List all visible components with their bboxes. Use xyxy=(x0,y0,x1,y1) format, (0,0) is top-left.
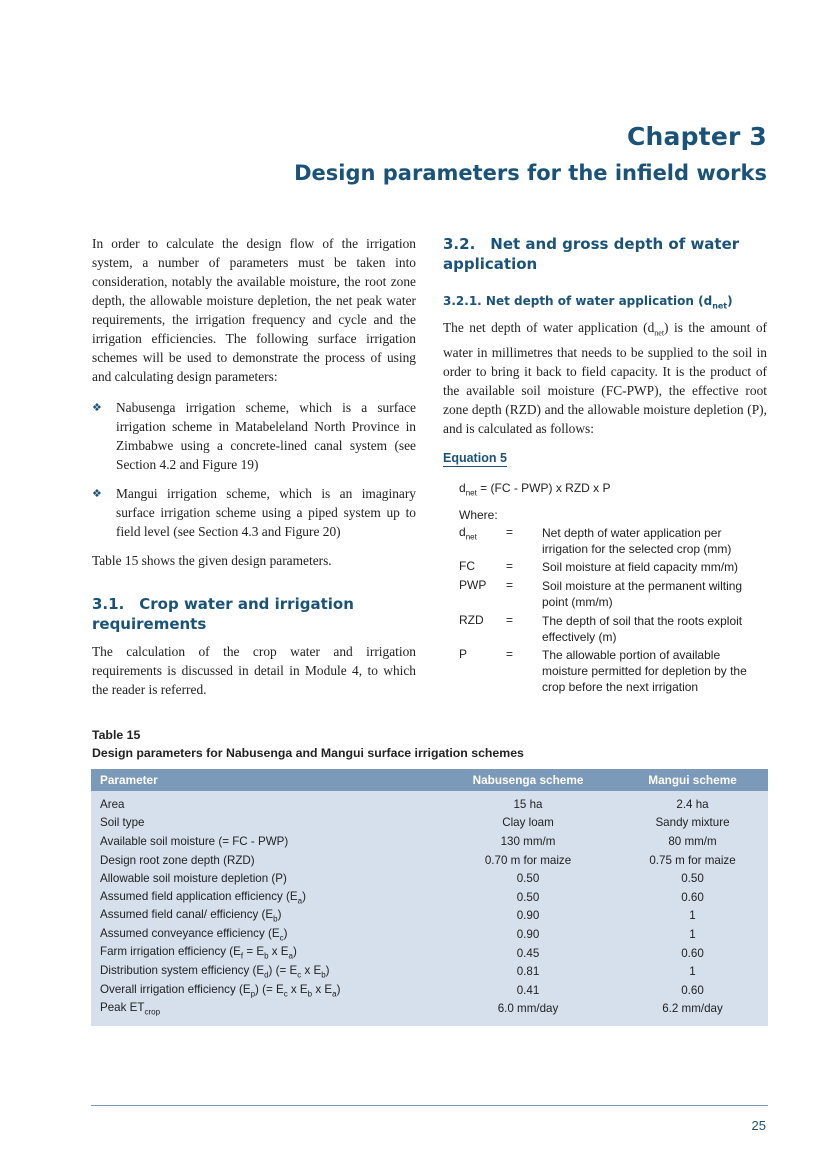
table-row xyxy=(91,925,768,944)
equation-label: Equation 5 xyxy=(443,451,507,466)
nabusenga-cell: 0.50 xyxy=(516,890,540,904)
intro-paragraph: In order to calculate the design flow of the irrigation system, a number of parameters must be taken into consideration, notably the available moisture, the root zone depth, the allowable moisture depletion, the net peak water requirements, the irrigation frequency and cycle and the irrigation efficiencies. The following surface irrigation schemes will be used to demonstrate the process of using and calculating design parameters: xyxy=(92,236,416,384)
net-depth-paragraph: The net depth of water application $(d_{net})$ is the amount of water in millimetres that needs to be supplied to the soil in order to bring it back to field capacity. It is the product of the available soil moisture (FC-PWP), the effective root zone depth (RZD) and the allowable moisture depletion (P), and is calculated as follows: xyxy=(443,320,767,437)
parameter-cell: Distribution system efficiency $(E_d)$ (= $E_c$ x $E_b$) xyxy=(100,963,330,980)
parameter-cell: Design root zone depth (RZD) xyxy=(100,853,255,867)
parameter-cell: Available soil moisture (= FC - PWP) xyxy=(100,834,289,848)
scheme-list xyxy=(92,398,416,541)
table-row xyxy=(91,791,768,814)
table-row xyxy=(91,851,768,870)
section-3-1-heading: 3.1. Crop water and irrigation requirements xyxy=(92,595,354,633)
mangui-cell: 6.2 mm/day xyxy=(662,1002,723,1016)
nabusenga-cell: 0.50 xyxy=(516,872,540,886)
diamond-bullet-icon: ❖ xyxy=(92,401,102,414)
diamond-bullet-icon: ❖ xyxy=(92,487,102,500)
right-column xyxy=(443,234,767,467)
mangui-cell: 0.60 xyxy=(681,890,704,904)
mangui-cell: 1 xyxy=(689,909,696,923)
table-row xyxy=(91,814,768,833)
parameter-cell: Overall irrigation efficiency $(E_p)$ (= $E_c$ x $E_b$ x $E_a$) xyxy=(100,982,341,998)
mangui-cell: 1 xyxy=(689,927,696,941)
nabusenga-cell: 0.70 m for maize xyxy=(484,853,572,867)
table-header-row xyxy=(91,769,768,791)
table-row xyxy=(91,981,768,1000)
section-3-2-heading: 3.2. Net and gross depth of water application xyxy=(443,235,740,273)
column-header: Nabusenga scheme xyxy=(472,773,584,787)
nabusenga-cell: Clay loam xyxy=(502,816,554,830)
mangui-cell: 0.60 xyxy=(681,946,704,960)
table-row xyxy=(91,832,768,851)
table-row xyxy=(91,907,768,926)
table-row xyxy=(91,944,768,963)
mangui-cell: 2.4 ha xyxy=(676,797,709,811)
equation: $d_{net} = (FC - PWP)$ x RZD x P xyxy=(459,481,611,498)
mangui-cell: 0.50 xyxy=(681,872,704,886)
table-label: Table 15 xyxy=(92,728,141,742)
nabusenga-cell: 0.81 xyxy=(516,965,540,979)
table-row xyxy=(91,888,768,907)
parameter-cell: Allowable soil moisture depletion (P) xyxy=(100,872,287,886)
nabusenga-cell: 0.90 xyxy=(516,909,540,923)
chapter-number: Chapter 3 xyxy=(626,122,767,151)
parameter-cell: Soil type xyxy=(100,816,145,830)
list-item: ❖ Nabusenga irrigation scheme, which is a surface irrigation scheme in Matabeleland North Province in Zimbabwe using a concrete-lined canal system (see Section 4.2 and Figure 19) xyxy=(92,400,416,472)
nabusenga-cell: 6.0 mm/day xyxy=(497,1002,559,1016)
nabusenga-cell: 0.41 xyxy=(516,983,540,997)
nabusenga-cell: 0.90 xyxy=(516,927,540,941)
list-item: ❖ Mangui irrigation scheme, which is an imaginary surface irrigation scheme using a piped system up to field level (see Section 4.3 and Figure 20) xyxy=(92,486,416,539)
page-number: 25 xyxy=(751,1118,766,1133)
left-column xyxy=(92,234,416,699)
table-row xyxy=(91,869,768,888)
mangui-cell: 0.60 xyxy=(681,983,704,997)
parameter-cell: Farm irrigation efficiency ($E_f = E_b$ x $E_a$) xyxy=(100,945,297,961)
section-3-1-text: The calculation of the crop water and irrigation requirements is discussed in detail in Module 4, to which the reader is referred. xyxy=(92,644,416,697)
parameter-cell: Assumed conveyance efficiency $(E_c)$ xyxy=(100,926,288,943)
column-header: Mangui scheme xyxy=(648,773,737,787)
section-3-2-1-heading: 3.2.1. Net depth of water application $(d_{net})$ xyxy=(443,294,733,311)
table-row xyxy=(91,1000,768,1027)
mangui-cell: 0.75 m for maize xyxy=(649,853,736,867)
chapter-title: Design parameters for the infield works xyxy=(294,161,767,185)
mangui-cell: 1 xyxy=(689,965,696,979)
table-caption: Design parameters for Nabusenga and Mangui surface irrigation schemes xyxy=(92,746,524,760)
mangui-cell: 80 mm/m xyxy=(668,834,717,848)
column-header: Parameter xyxy=(100,773,158,787)
design-parameters-table xyxy=(91,769,768,1026)
footer-rule xyxy=(91,1105,768,1106)
parameter-cell: Peak $ET_{crop}$ xyxy=(100,1001,161,1017)
nabusenga-cell: 15 ha xyxy=(513,797,543,811)
nabusenga-cell: 0.45 xyxy=(516,946,540,960)
table-reference: Table 15 shows the given design parameters. xyxy=(92,553,332,568)
mangui-cell: Sandy mixture xyxy=(655,816,730,830)
parameter-cell: Assumed field canal/ efficiency $(E_b)$ xyxy=(100,908,282,924)
nabusenga-cell: 130 mm/m xyxy=(500,834,556,848)
parameter-cell: Area xyxy=(100,797,125,811)
where-label: Where: xyxy=(459,508,498,522)
parameter-cell: Assumed field application efficiency $(E_a)$ xyxy=(100,889,306,905)
table-row xyxy=(91,962,768,981)
